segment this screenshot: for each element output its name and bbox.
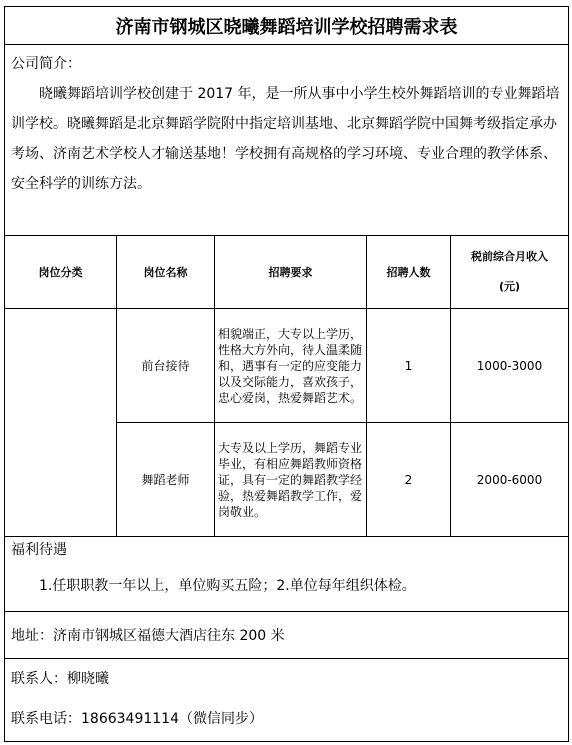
benefits-section [5, 537, 569, 612]
intro-label: 公司简介： [11, 56, 81, 72]
benefits-label: 福利待遇 [11, 542, 67, 558]
header-requirements: 招聘要求 [215, 236, 367, 309]
header-category: 岗位分类 [5, 236, 117, 309]
header-count: 招聘人数 [367, 236, 451, 309]
header-income [451, 236, 569, 309]
job-position: 前台接待 [117, 309, 215, 423]
contact-phone: 联系电话：18663491114（微信同步） [11, 711, 263, 727]
job-income: 1000-3000 [451, 309, 569, 423]
page-title: 济南市钢城区晓曦舞蹈培训学校招聘需求表 [5, 7, 569, 45]
header-position: 岗位名称 [117, 236, 215, 309]
contact-section [5, 659, 569, 742]
table-row [5, 309, 569, 423]
job-position: 舞蹈老师 [117, 423, 215, 537]
header-income-line1: 税前综合月收入 [471, 250, 549, 263]
address: 地址：济南市钢城区福德大酒店往东 200 米 [5, 612, 569, 659]
intro-text: 晓曦舞蹈培训学校创建于 2017 年，是一所从事中小学生校外舞蹈培训的专业舞蹈培训学校。晓曦舞蹈是北京舞蹈学院附中指定培训基地、北京舞蹈学院中国舞考级指定承办考场、济南艺术学校人才输送基地！学校拥有高规格的学习环境、专业合理的教学体系、安全科学的训练方法。 [11, 86, 560, 192]
benefits-text: 1.任职职教一年以上，单位购买五险；2.单位每年组织体检。 [39, 578, 416, 594]
job-requirements: 相貌端正，大专以上学历，性格大方外向，待人温柔随和，遇事有一定的应变能力以及交际能力，喜欢孩子，忠心爱岗，热爱舞蹈艺术。 [215, 309, 367, 423]
header-income-line2: (元) [498, 280, 521, 293]
company-intro [5, 45, 569, 236]
recruitment-table [4, 6, 569, 742]
contact-person: 联系人：柳晓曦 [11, 671, 109, 687]
job-count: 2 [367, 423, 451, 537]
job-requirements: 大专及以上学历，舞蹈专业毕业，有相应舞蹈教师资格证，具有一定的舞蹈教学经验，热爱舞蹈教学工作，爱岗敬业。 [215, 423, 367, 537]
job-category-cell [5, 309, 117, 537]
job-count: 1 [367, 309, 451, 423]
job-income: 2000-6000 [451, 423, 569, 537]
